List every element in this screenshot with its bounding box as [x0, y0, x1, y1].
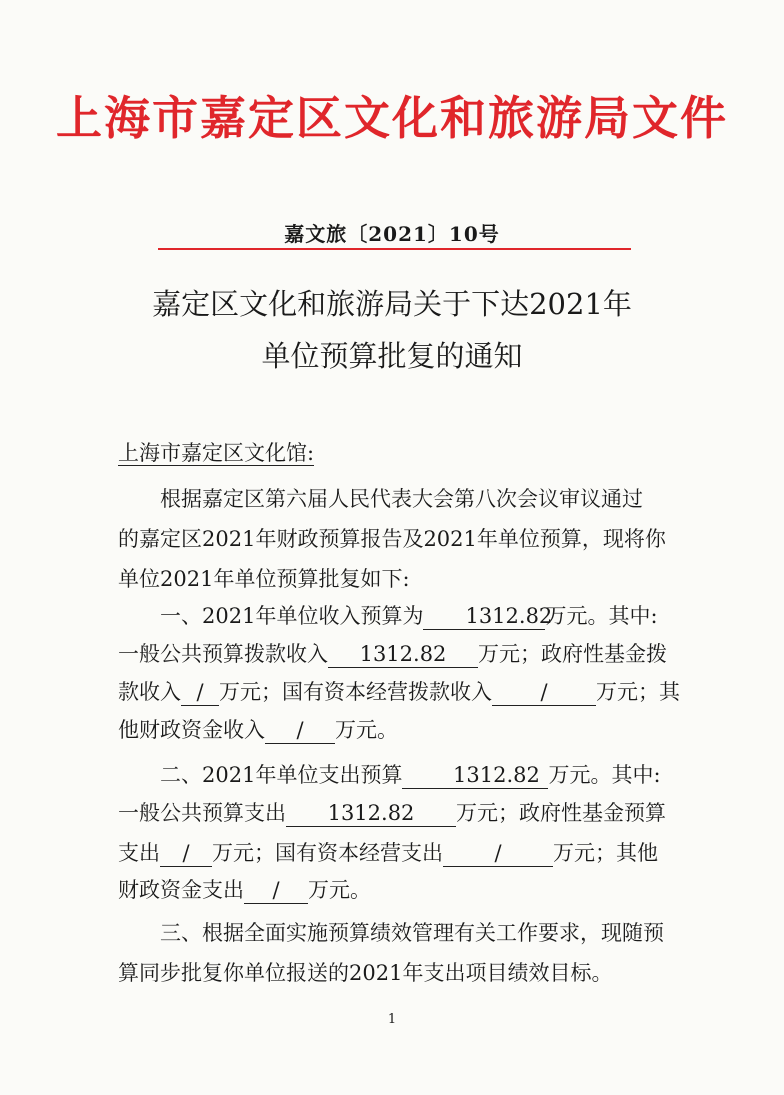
paragraph-1-line-3: 单位2021年单位预算批复如下:: [118, 567, 410, 591]
other-expense-value: /: [244, 877, 308, 904]
paragraph-1-line-1: 根据嘉定区第六届人民代表大会第八次会议审议通过: [160, 487, 643, 511]
document-number: 嘉文旅〔2021〕10号: [284, 222, 500, 246]
expense-line-4: [118, 875, 678, 905]
general-budget-expense-value: 1312.82: [286, 800, 456, 827]
gov-fund-expense-value: /: [160, 840, 212, 867]
state-capital-income-label: 万元；国有资本经营拨款收入: [219, 680, 492, 704]
performance-line-1: 三、根据全面实施预算绩效管理有关工作要求，现随预: [160, 921, 664, 945]
other-income-unit: 万元。: [335, 718, 398, 742]
gov-fund-income-label-cont: 款收入: [118, 680, 181, 704]
income-line-3: [118, 677, 678, 707]
income-total-value: 1312.82: [423, 603, 545, 630]
page-number: 1: [387, 1012, 397, 1027]
notice-title-line-2: 单位预算批复的通知: [261, 339, 523, 373]
income-line-2: [118, 639, 678, 669]
addressee: 上海市嘉定区文化馆:: [118, 441, 315, 465]
gov-fund-income-label: 万元；政府性基金拨: [478, 642, 667, 666]
general-budget-expense-label: 一般公共预算支出: [118, 801, 286, 825]
income-unit: 万元。其中:: [545, 604, 658, 628]
other-income-label-cont: 他财政资金收入: [118, 718, 265, 742]
expense-line-1: [118, 760, 678, 790]
income-line-4: [118, 715, 678, 745]
gov-fund-expense-label-cont: 支出: [118, 841, 160, 865]
other-expense-label-cont: 财政资金支出: [118, 878, 244, 902]
expense-label: 二、2021年单位支出预算: [160, 763, 403, 787]
expense-unit: 万元。其中:: [548, 763, 661, 787]
income-line-1: [118, 601, 678, 631]
other-expense-unit: 万元。: [308, 878, 371, 902]
gov-fund-income-value: /: [181, 679, 219, 706]
other-income-label: 万元；其: [596, 680, 680, 704]
red-divider-line: [158, 248, 631, 250]
general-budget-income-value: 1312.82: [328, 641, 478, 668]
other-income-value: /: [265, 717, 335, 744]
state-capital-income-value: /: [492, 679, 596, 706]
issuer-header-title: 上海市嘉定区文化和旅游局文件: [56, 91, 728, 145]
paragraph-1-line-2: 的嘉定区2021年财政预算报告及2021年单位预算，现将你: [118, 527, 666, 551]
other-expense-label: 万元；其他: [553, 841, 658, 865]
expense-total-value: 1312.82: [402, 762, 548, 789]
expense-line-3: [118, 838, 678, 868]
general-budget-income-label: 一般公共预算拨款收入: [118, 642, 328, 666]
state-capital-expense-label: 万元；国有资本经营支出: [212, 841, 443, 865]
gov-fund-expense-label: 万元；政府性基金预算: [456, 801, 666, 825]
expense-line-2: [118, 798, 678, 828]
income-label: 一、2021年单位收入预算为: [160, 604, 424, 628]
addressee-line: [118, 438, 678, 468]
state-capital-expense-value: /: [443, 840, 553, 867]
performance-line-2: 算同步批复你单位报送的2021年支出项目绩效目标。: [118, 961, 613, 985]
notice-title-line-1: 嘉定区文化和旅游局关于下达2021年: [152, 287, 632, 321]
